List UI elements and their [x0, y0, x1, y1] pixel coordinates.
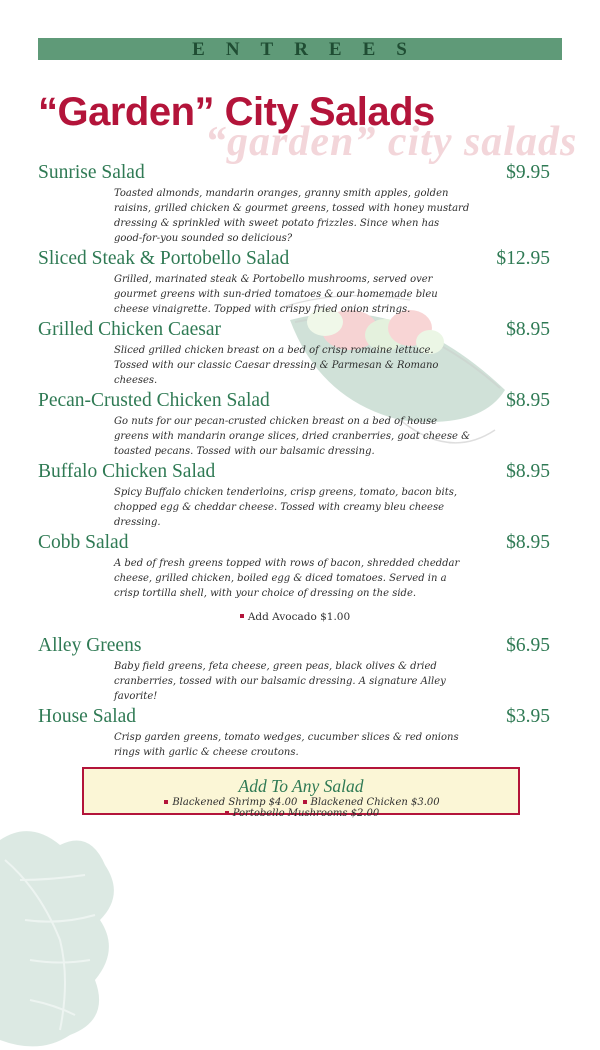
- bullet-icon: [303, 800, 307, 804]
- bullet-icon: [240, 614, 244, 618]
- menu-item: [38, 162, 550, 246]
- menu-item: [38, 319, 550, 388]
- menu-item: [38, 390, 550, 459]
- item-description: Baby field greens, feta cheese, green peas, black olives & dried cranberries, tossed with our balsamic dressing. A signature Alley favorite!: [114, 661, 446, 702]
- item-name: House Salad: [38, 706, 137, 727]
- item-price: $3.95: [506, 706, 550, 727]
- menu-item: [38, 635, 550, 704]
- item-description: Spicy Buffalo chicken tenderloins, crisp greens, tomato, bacon bits, chopped egg & cheddar cheese. Tossed with creamy bleu cheese dressing.: [114, 487, 458, 528]
- section-banner: ENTREES: [38, 38, 562, 60]
- page-title: “Garden” City Salads: [38, 90, 435, 134]
- item-name: Grilled Chicken Caesar: [38, 319, 222, 340]
- bullet-icon: [225, 811, 229, 815]
- add-option: [301, 797, 440, 808]
- addon-text: Add Avocado $1.00: [247, 611, 351, 623]
- item-price: $8.95: [506, 532, 550, 553]
- item-description: Go nuts for our pecan-crusted chicken breast on a bed of house greens with mandarin orange slices, dried cranberries, goat cheese & toasted pecans. Tossed with our balsamic dressing.: [114, 416, 470, 457]
- item-price: $6.95: [506, 635, 550, 656]
- menu-item: [38, 706, 550, 760]
- item-price: $8.95: [506, 390, 550, 411]
- add-option: [162, 797, 297, 808]
- menu-item: [38, 532, 550, 601]
- item-price: $8.95: [506, 461, 550, 482]
- item-name: Buffalo Chicken Salad: [38, 461, 216, 482]
- item-description: Grilled, marinated steak & Portobello mushrooms, served over gourmet greens with sun-dried tomatoes & our homemade bleu cheese vinaigrette. Topped with crispy fried onion strings.: [114, 274, 438, 315]
- item-name: Sunrise Salad: [38, 162, 145, 183]
- add-option-label: Portobello Mushrooms $2.00: [232, 808, 380, 819]
- add-option-label: Blackened Chicken $3.00: [310, 797, 440, 808]
- avocado-addon: [38, 611, 550, 623]
- item-name: Alley Greens: [38, 635, 142, 656]
- item-price: $8.95: [506, 319, 550, 340]
- item-description: Crisp garden greens, tomato wedges, cucumber slices & red onions rings with garlic & cheese croutons.: [114, 732, 459, 758]
- add-to-salad-options: [84, 797, 518, 819]
- add-to-salad-title: Add To Any Salad: [238, 776, 364, 796]
- menu-item: [38, 461, 550, 530]
- lettuce-leaf-icon: [0, 820, 120, 1050]
- item-description: Toasted almonds, mandarin oranges, granny smith apples, golden raisins, grilled chicken & gourmet greens, tossed with honey mustard dressing & sprinkled with sweet potato frizzles. Since when has good-for-you sounded so delicious?: [114, 188, 470, 244]
- item-description: A bed of fresh greens topped with rows of bacon, shredded cheddar cheese, grilled chicken, boiled egg & diced tomatoes. Served in a crisp tortilla shell, with your choice of dressing on the side.: [114, 558, 460, 599]
- menu-list: [38, 162, 550, 760]
- add-option: [223, 808, 380, 819]
- item-name: Sliced Steak & Portobello Salad: [38, 248, 290, 269]
- item-price: $12.95: [496, 248, 550, 269]
- item-name: Pecan-Crusted Chicken Salad: [38, 390, 270, 411]
- add-to-salad-box: [82, 767, 520, 819]
- item-description: Sliced grilled chicken breast on a bed of crisp romaine lettuce. Tossed with our classic Caesar dressing & Parmesan & Romano cheeses.: [114, 345, 439, 386]
- ghost-title-watermark: “garden” city salads: [205, 119, 578, 165]
- add-option-label: Blackened Shrimp $4.00: [172, 797, 298, 808]
- bullet-icon: [164, 800, 168, 804]
- item-price: $9.95: [506, 162, 550, 183]
- menu-item: [38, 248, 550, 317]
- item-name: Cobb Salad: [38, 532, 129, 553]
